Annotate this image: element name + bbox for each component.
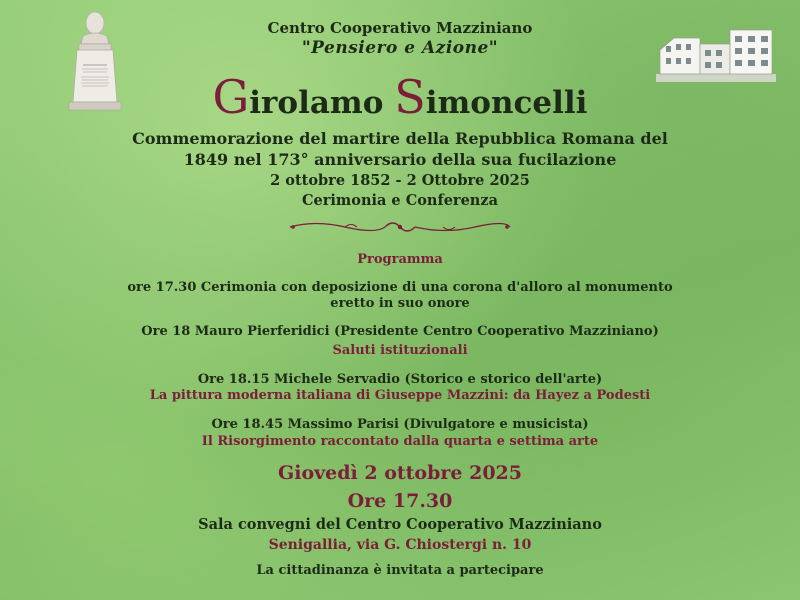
organization-name: Centro Cooperativo Mazziniano bbox=[267, 19, 533, 37]
program-item-2-speaker: Ore 18 Mauro Pierferidici (Presidente Centro Cooperativo Mazziniano) bbox=[141, 324, 659, 339]
program-item-1-line-2: eretto in suo onore bbox=[330, 296, 470, 311]
commemoration-dates: 2 ottobre 1852 - 2 Ottobre 2025 bbox=[270, 172, 530, 189]
name-first-initial: G bbox=[212, 70, 250, 124]
honoree-name bbox=[0, 70, 800, 124]
flourish-divider-icon bbox=[285, 218, 515, 236]
event-address: Senigallia, via G. Chiostergi n. 10 bbox=[268, 537, 532, 553]
event-venue: Sala convegni del Centro Cooperativo Mazziniano bbox=[198, 516, 602, 533]
program-item-4-speaker: Ore 18.45 Massimo Parisi (Divulgatore e musicista) bbox=[211, 417, 589, 432]
name-first-rest: irolamo bbox=[249, 85, 395, 121]
organization-motto: "Pensiero e Azione" bbox=[301, 38, 499, 58]
public-invitation: La cittadinanza è invitata a partecipare bbox=[256, 563, 544, 578]
program-item-3-topic: La pittura moderna italiana di Giuseppe Mazzini: da Hayez a Podesti bbox=[149, 388, 651, 403]
program-item-1-line-1: ore 17.30 Cerimonia con deposizione di una corona d'alloro al monumento bbox=[127, 280, 673, 295]
program-item-4-topic: Il Risorgimento raccontato dalla quarta e settima arte bbox=[201, 434, 599, 449]
name-last-initial: S bbox=[394, 70, 426, 124]
event-type: Cerimonia e Conferenza bbox=[302, 192, 498, 209]
program-item-3-speaker: Ore 18.15 Michele Servadio (Storico e storico dell'arte) bbox=[197, 372, 603, 387]
subtitle-line-2: 1849 nel 173° anniversario della sua fucilazione bbox=[183, 150, 617, 169]
name-last-rest: imoncelli bbox=[425, 85, 588, 121]
program-item-2-topic: Saluti istituzionali bbox=[332, 343, 468, 358]
event-time: Ore 17.30 bbox=[347, 490, 453, 512]
program-title: Programma bbox=[357, 252, 443, 267]
event-date: Giovedì 2 ottobre 2025 bbox=[278, 462, 522, 484]
subtitle-line-1: Commemorazione del martire della Repubblica Romana del bbox=[132, 129, 668, 148]
